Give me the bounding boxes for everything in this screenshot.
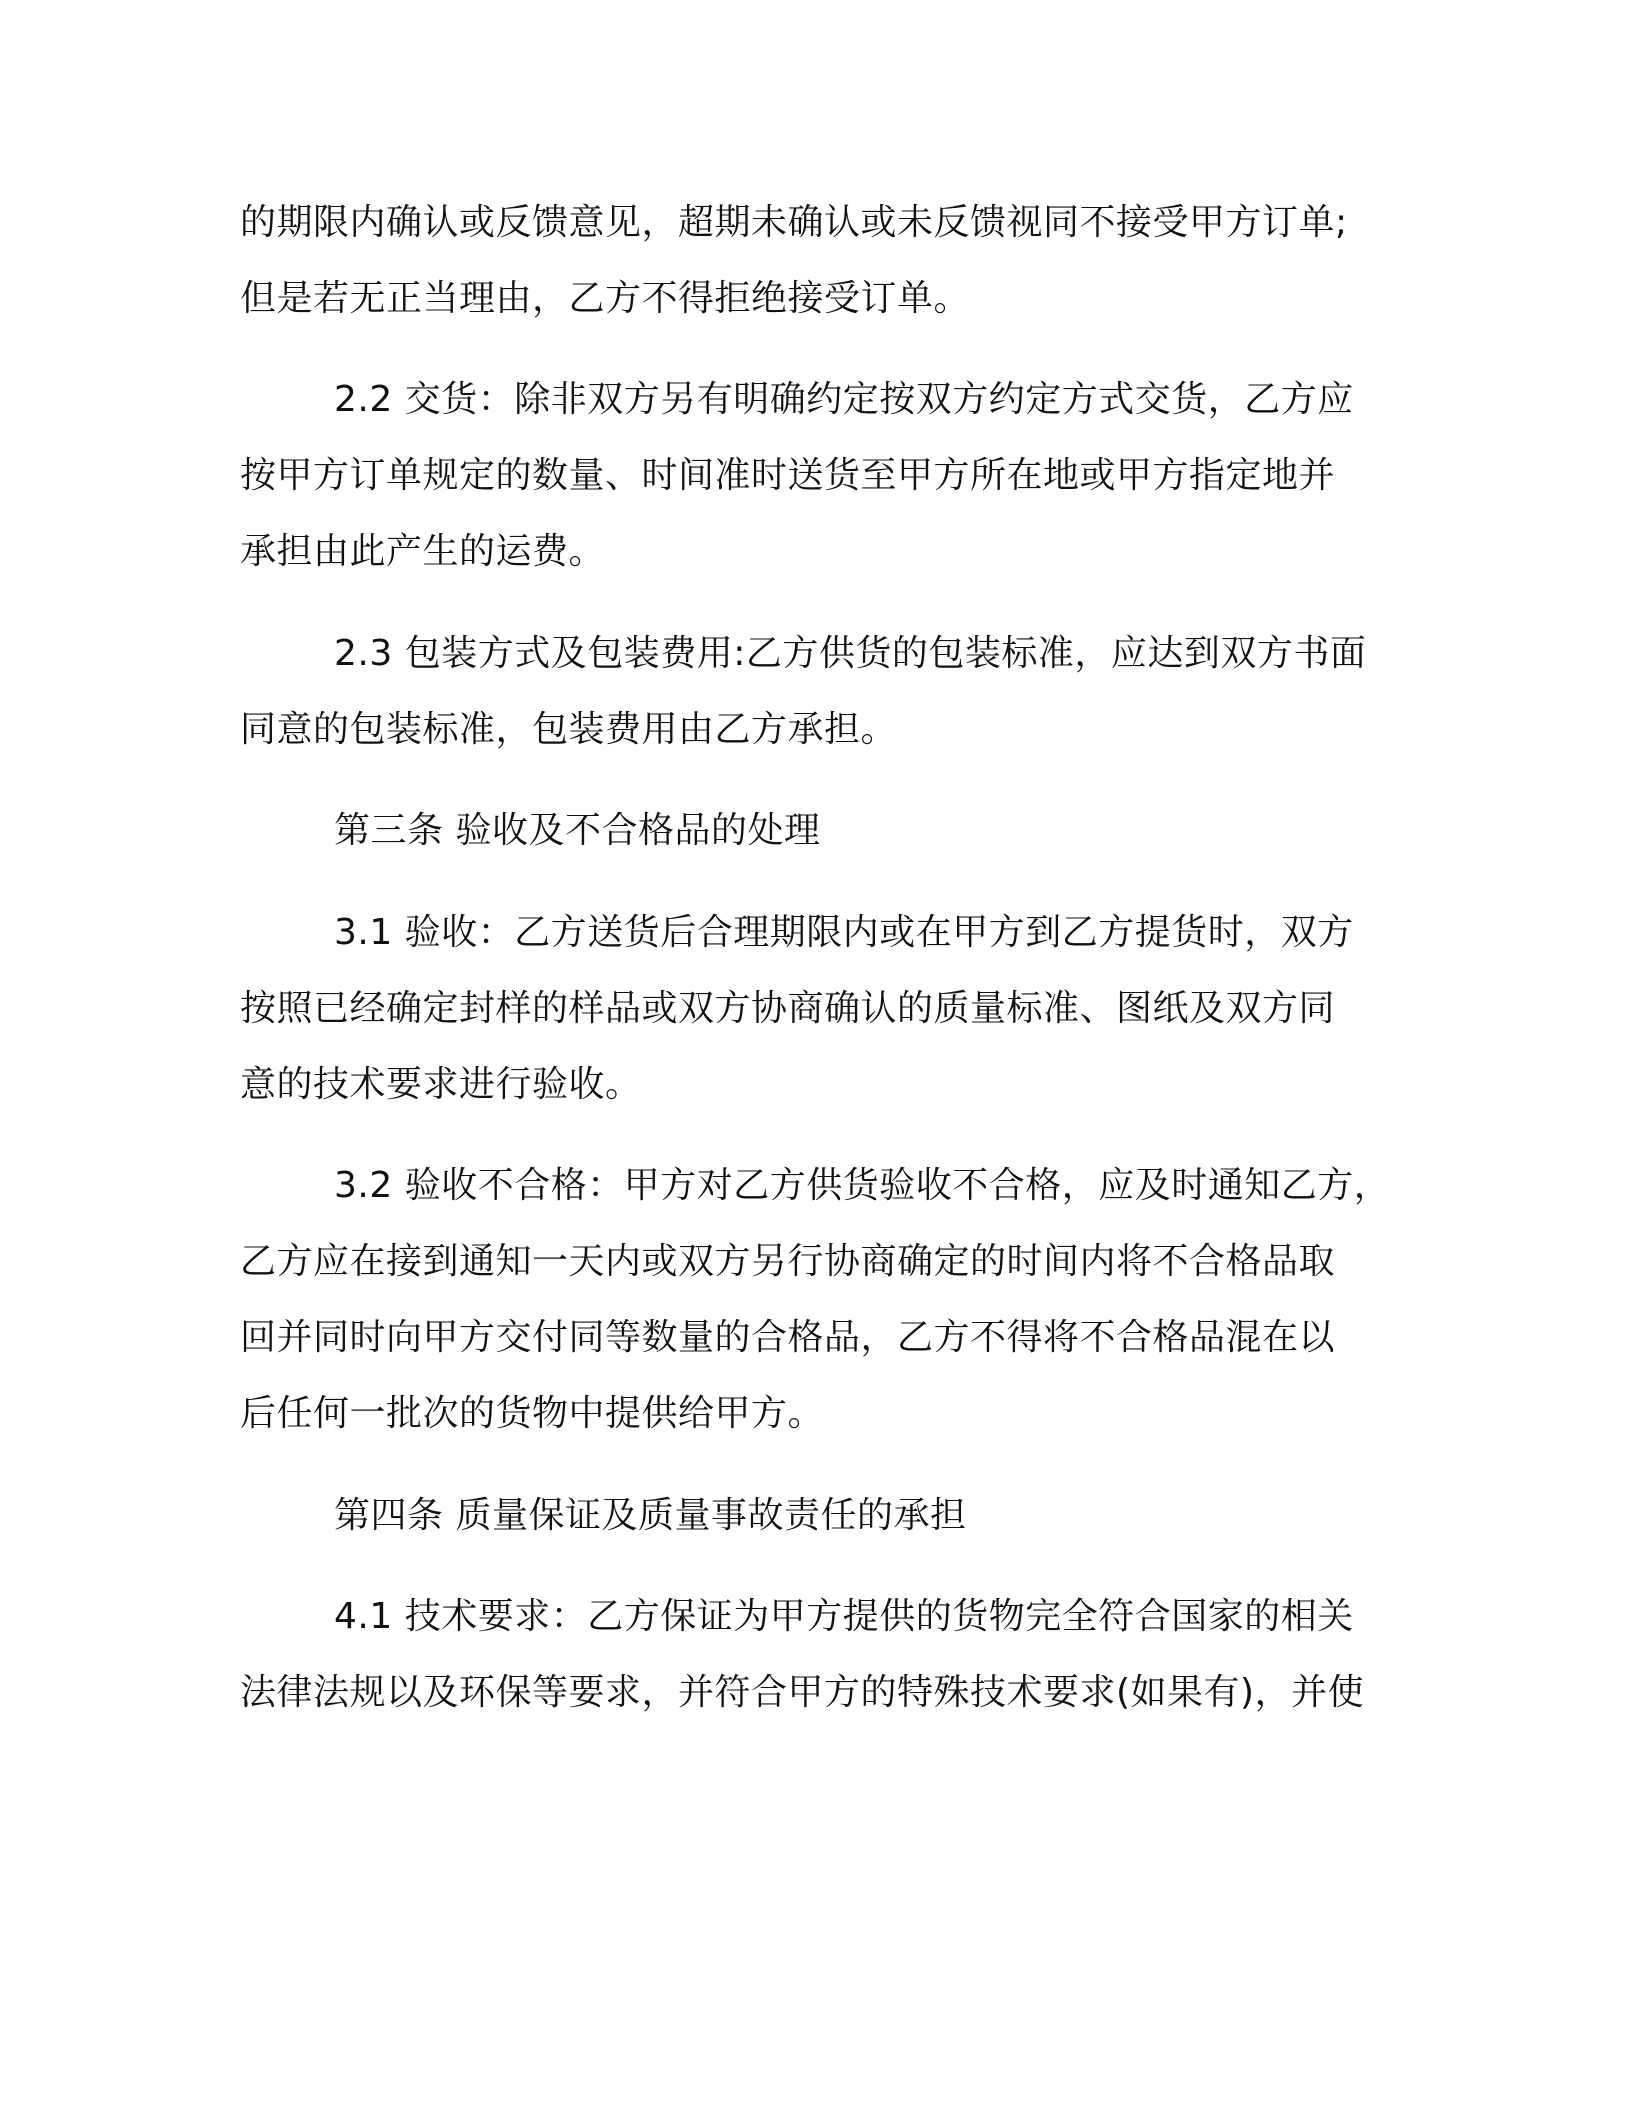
clause-2-2-line: 2.2 交货：除非双方另有明确约定按双方约定方式交货，乙方应 bbox=[334, 379, 1354, 420]
paragraph-line: 后任何一批次的货物中提供给甲方。 bbox=[240, 1393, 825, 1434]
paragraph-line: 回并同时向甲方交付同等数量的合格品，乙方不得将不合格品混在以 bbox=[240, 1317, 1336, 1358]
clause-3-1-line: 3.1 验收：乙方送货后合理期限内或在甲方到乙方提货时，双方 bbox=[334, 912, 1354, 953]
paragraph-line: 但是若无正当理由，乙方不得拒绝接受订单。 bbox=[240, 278, 971, 319]
paragraph-line: 法律法规以及环保等要求，并符合甲方的特殊技术要求(如果有)，并使 bbox=[240, 1672, 1365, 1713]
paragraph-line: 意的技术要求进行验收。 bbox=[240, 1064, 642, 1105]
paragraph-line: 按甲方订单规定的数量、时间准时送货至甲方所在地或甲方指定地并 bbox=[240, 455, 1336, 496]
clause-3-2-line: 3.2 验收不合格：甲方对乙方供货验收不合格，应及时通知乙方， bbox=[334, 1165, 1391, 1206]
paragraph-line: 同意的包装标准，包装费用由乙方承担。 bbox=[240, 709, 898, 750]
article-4-heading: 第四条 质量保证及质量事故责任的承担 bbox=[334, 1495, 967, 1536]
article-3-heading: 第三条 验收及不合格品的处理 bbox=[334, 810, 821, 851]
paragraph-line: 按照已经确定封样的样品或双方协商确认的质量标准、图纸及双方同 bbox=[240, 988, 1336, 1029]
clause-2-3-line: 2.3 包装方式及包装费用:乙方供货的包装标准，应达到双方书面 bbox=[334, 633, 1367, 674]
paragraph-line: 承担由此产生的运费。 bbox=[240, 531, 606, 572]
paragraph-line: 的期限内确认或反馈意见，超期未确认或未反馈视同不接受甲方订单; bbox=[240, 202, 1348, 243]
clause-4-1-line: 4.1 技术要求：乙方保证为甲方提供的货物完全符合国家的相关 bbox=[334, 1596, 1354, 1637]
paragraph-line: 乙方应在接到通知一天内或双方另行协商确定的时间内将不合格品取 bbox=[240, 1241, 1336, 1282]
